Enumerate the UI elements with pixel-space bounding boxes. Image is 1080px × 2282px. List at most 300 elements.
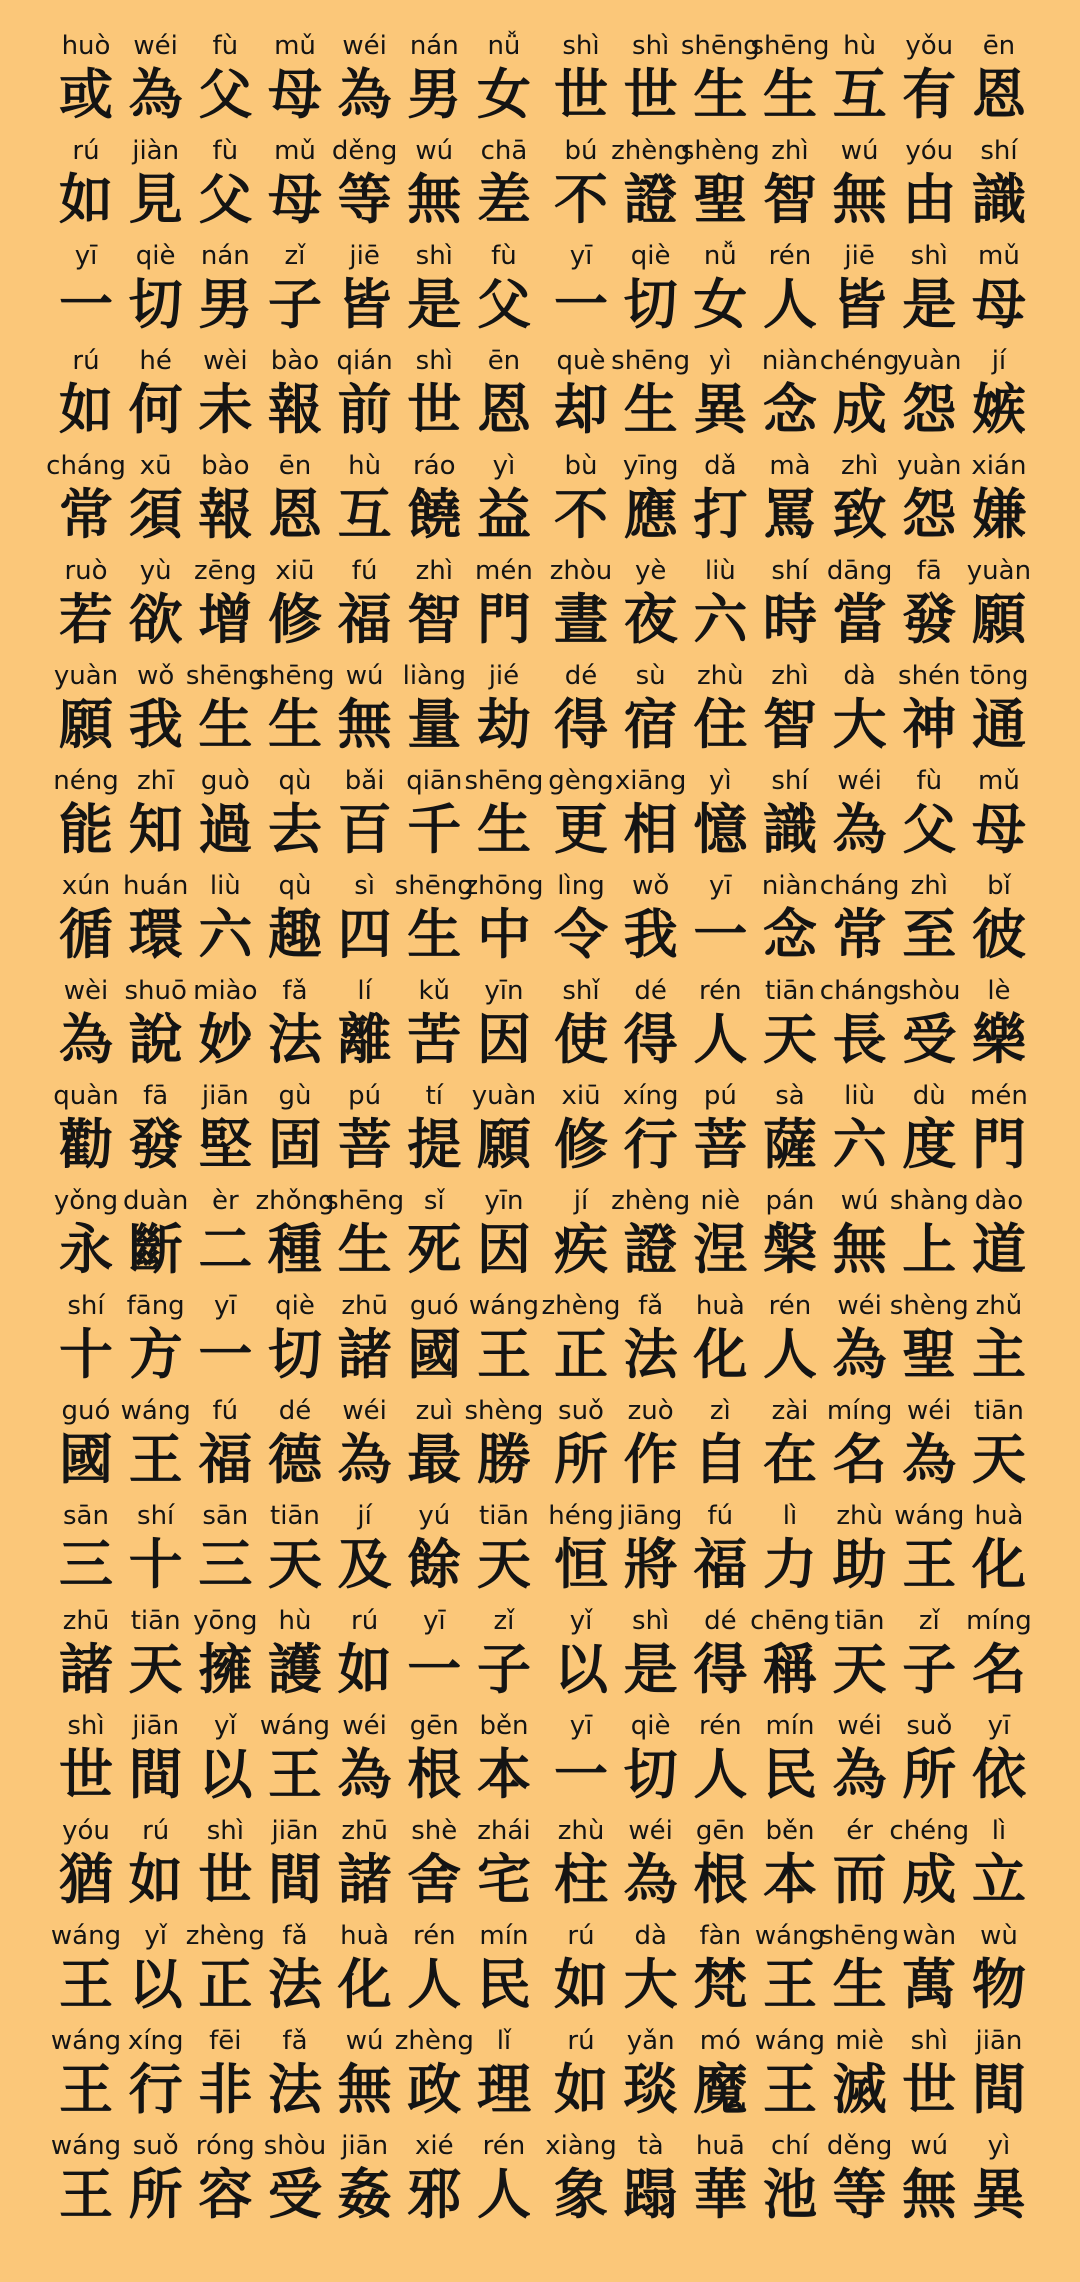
pinyin-text: shí <box>67 1291 105 1321</box>
verse-line <box>550 1603 1030 1708</box>
pinyin-text: sān <box>63 1501 109 1531</box>
pinyin-text: xiū <box>275 556 315 586</box>
hanzi-character: 或 <box>59 63 113 126</box>
pinyin-text: zuò <box>627 1396 674 1426</box>
pinyin-text: shì <box>67 1711 105 1741</box>
pinyin-text: yī <box>709 871 732 901</box>
pinyin-text: qiè <box>135 241 176 271</box>
pinyin-text: ēn <box>487 346 521 376</box>
hanzi-character: 世 <box>59 1743 113 1806</box>
hanzi-character: 致 <box>832 483 887 546</box>
character-unit <box>464 1393 544 1498</box>
pinyin-text: huà <box>695 1291 745 1321</box>
pinyin-text: zhǒng <box>255 1186 335 1216</box>
verse-line <box>541 1288 1030 1393</box>
hanzi-character: 依 <box>971 1743 1026 1806</box>
verse-line <box>550 658 1030 763</box>
pinyin-text: rén <box>482 2131 526 2161</box>
hanzi-character: 護 <box>267 1638 322 1701</box>
hanzi-character: 相 <box>623 798 678 861</box>
pinyin-text: hù <box>843 31 877 61</box>
hanzi-character: 種 <box>267 1218 322 1281</box>
pinyin-text: rú <box>72 346 100 376</box>
hanzi-character: 所 <box>902 1743 957 1806</box>
pinyin-text: wú <box>840 1186 879 1216</box>
pinyin-text: rú <box>567 1921 595 1951</box>
character-unit <box>264 1498 326 1603</box>
hanzi-character: 百 <box>337 798 392 861</box>
pinyin-text: míng <box>966 1606 1032 1636</box>
character-unit <box>611 133 691 238</box>
hanzi-character: 福 <box>693 1533 748 1596</box>
character-unit <box>473 658 535 763</box>
verse-line <box>55 658 535 763</box>
pinyin-text: guó <box>61 1396 111 1426</box>
pinyin-text: shén <box>898 661 961 691</box>
pinyin-text: fù <box>212 31 239 61</box>
character-unit <box>473 448 535 553</box>
hanzi-character: 世 <box>198 1848 253 1911</box>
hanzi-character: 世 <box>902 2058 957 2121</box>
hanzi-character: 發 <box>902 588 957 651</box>
verse-line <box>55 1183 535 1288</box>
character-unit <box>185 658 265 763</box>
pinyin-text: ráo <box>413 451 456 481</box>
pinyin-text: zhì <box>840 451 879 481</box>
pinyin-text: bǐ <box>987 871 1011 901</box>
hanzi-character: 願 <box>476 1113 531 1176</box>
pinyin-text: mén <box>970 1081 1028 1111</box>
pinyin-text: děng <box>331 136 398 166</box>
character-unit <box>403 1603 465 1708</box>
hanzi-character: 男 <box>198 273 253 336</box>
hanzi-character: 人 <box>476 2163 531 2226</box>
pinyin-text: wù <box>980 1921 1018 1951</box>
hanzi-character: 涅 <box>693 1218 748 1281</box>
verse-line <box>550 448 1030 553</box>
pinyin-text: shēng <box>820 1921 900 1951</box>
hanzi-character: 容 <box>198 2163 253 2226</box>
pinyin-text: fǎ <box>282 976 308 1006</box>
hanzi-character: 生 <box>267 693 322 756</box>
character-unit <box>264 28 326 133</box>
pinyin-text: qù <box>278 871 312 901</box>
pinyin-text: sà <box>775 1081 805 1111</box>
hanzi-character: 若 <box>59 588 113 651</box>
hanzi-character: 而 <box>832 1848 887 1911</box>
pinyin-text: rén <box>412 1921 456 1951</box>
character-unit <box>759 553 821 658</box>
pinyin-text: xū <box>139 451 172 481</box>
character-unit <box>264 1813 326 1918</box>
character-unit <box>759 2128 821 2233</box>
character-unit <box>898 763 960 868</box>
character-unit <box>829 1498 891 1603</box>
verse-line <box>550 973 1030 1078</box>
pinyin-text: zài <box>771 1396 809 1426</box>
hanzi-character: 母 <box>971 273 1026 336</box>
pinyin-text: shèng <box>889 1291 969 1321</box>
character-unit <box>55 1183 117 1288</box>
pinyin-text: yǒng <box>53 1186 119 1216</box>
character-unit <box>620 658 682 763</box>
pinyin-text: rén <box>768 1291 812 1321</box>
pinyin-text: jiān <box>201 1081 249 1111</box>
hanzi-character: 本 <box>476 1743 531 1806</box>
character-unit <box>334 238 396 343</box>
hanzi-character: 修 <box>554 1113 608 1176</box>
pinyin-text: wáng <box>259 1711 331 1741</box>
character-unit <box>829 1288 891 1393</box>
hanzi-character: 生 <box>407 903 462 966</box>
pinyin-text: shí <box>771 556 809 586</box>
hanzi-character: 大 <box>832 693 887 756</box>
character-unit <box>259 1708 331 1813</box>
hanzi-character: 十 <box>128 1533 183 1596</box>
hanzi-character: 神 <box>902 693 957 756</box>
hanzi-character: 報 <box>267 378 322 441</box>
hanzi-character: 由 <box>902 168 957 231</box>
character-unit <box>968 133 1030 238</box>
character-unit <box>620 553 682 658</box>
character-unit <box>194 1708 256 1813</box>
character-unit <box>759 343 821 448</box>
pinyin-text: tí <box>425 1081 443 1111</box>
hanzi-character: 我 <box>128 693 183 756</box>
character-unit <box>403 2128 465 2233</box>
pinyin-text: yù <box>139 556 172 586</box>
pinyin-text: tōng <box>969 661 1029 691</box>
hanzi-character: 蹋 <box>623 2163 678 2226</box>
character-unit <box>334 2128 396 2233</box>
character-unit <box>264 1393 326 1498</box>
pinyin-text: zhū <box>341 1291 388 1321</box>
pinyin-text: èr <box>211 1186 239 1216</box>
character-unit <box>264 1603 326 1708</box>
pinyin-text: fú <box>707 1501 734 1531</box>
character-unit <box>620 868 682 973</box>
character-unit <box>334 343 396 448</box>
hanzi-character: 滅 <box>832 2058 887 2121</box>
hanzi-character: 如 <box>59 168 113 231</box>
character-unit <box>829 763 891 868</box>
character-unit <box>889 1183 969 1288</box>
pinyin-text: huán <box>122 871 189 901</box>
hanzi-character: 異 <box>693 378 748 441</box>
pinyin-text: běn <box>479 1711 529 1741</box>
verse-line <box>55 1393 544 1498</box>
hanzi-character: 如 <box>554 2058 608 2121</box>
pinyin-text: yī <box>74 241 98 271</box>
character-unit <box>194 1288 256 1393</box>
pinyin-text: wéi <box>907 1396 952 1426</box>
character-unit <box>334 1498 396 1603</box>
hanzi-character: 為 <box>832 1323 887 1386</box>
character-unit <box>620 1603 682 1708</box>
hanzi-character: 王 <box>59 2163 113 2226</box>
hanzi-character: 萬 <box>902 1953 957 2016</box>
pinyin-text: qiè <box>630 241 671 271</box>
hanzi-character: 力 <box>762 1533 817 1596</box>
pinyin-text: jiān <box>341 2131 389 2161</box>
hanzi-character: 一 <box>693 903 748 966</box>
hanzi-character: 無 <box>832 1218 887 1281</box>
pinyin-text: zhù <box>557 1816 605 1846</box>
hanzi-character: 前 <box>337 378 392 441</box>
pinyin-text: huà <box>974 1501 1024 1531</box>
character-unit <box>334 1288 396 1393</box>
pinyin-text: fāng <box>126 1291 185 1321</box>
pinyin-text: gù <box>278 1081 312 1111</box>
hanzi-character: 稱 <box>762 1638 817 1701</box>
character-unit <box>125 1288 187 1393</box>
character-unit <box>620 1393 682 1498</box>
hanzi-character: 邪 <box>407 2163 462 2226</box>
pinyin-text: yuàn <box>53 661 119 691</box>
character-unit <box>550 343 612 448</box>
hanzi-character: 聖 <box>902 1323 957 1386</box>
character-unit <box>403 1813 465 1918</box>
character-unit <box>334 868 396 973</box>
pinyin-text: qiè <box>275 1291 315 1321</box>
hanzi-character: 恩 <box>971 63 1026 126</box>
pinyin-text: néng <box>53 766 119 796</box>
verse-column-left <box>46 28 544 2233</box>
pinyin-text: xián <box>971 451 1027 481</box>
pinyin-text: fǎ <box>282 1921 308 1951</box>
pinyin-text: chēng <box>750 1606 830 1636</box>
character-unit <box>620 1288 682 1393</box>
hanzi-character: 王 <box>128 1428 183 1491</box>
hanzi-character: 如 <box>337 1638 392 1701</box>
hanzi-character: 却 <box>554 378 608 441</box>
pinyin-text: jiē <box>844 241 875 271</box>
character-unit <box>334 448 396 553</box>
verse-line <box>55 28 535 133</box>
character-unit <box>968 1078 1030 1183</box>
character-unit <box>829 1603 891 1708</box>
pinyin-text: duàn <box>122 1186 189 1216</box>
character-unit <box>125 343 187 448</box>
hanzi-character: 說 <box>128 1008 183 1071</box>
character-unit <box>689 973 751 1078</box>
pinyin-text: qiān <box>406 766 463 796</box>
hanzi-character: 在 <box>762 1428 817 1491</box>
hanzi-character: 六 <box>198 903 253 966</box>
character-unit <box>473 1813 535 1918</box>
character-unit <box>194 763 256 868</box>
hanzi-character: 罵 <box>762 483 817 546</box>
pinyin-text: wáng <box>50 2131 122 2161</box>
character-unit <box>550 1393 612 1498</box>
pinyin-text: shēng <box>750 31 830 61</box>
pinyin-text: yī <box>422 1606 446 1636</box>
character-unit <box>403 238 465 343</box>
hanzi-character: 得 <box>623 1008 678 1071</box>
character-unit <box>46 448 126 553</box>
character-unit <box>125 763 187 868</box>
hanzi-character: 一 <box>198 1323 253 1386</box>
pinyin-text: yǐ <box>144 1921 167 1951</box>
hanzi-character: 令 <box>554 903 608 966</box>
verse-line <box>55 343 535 448</box>
character-unit <box>550 1708 612 1813</box>
pinyin-text: nán <box>409 31 459 61</box>
character-unit <box>620 238 682 343</box>
pinyin-text: niàn <box>761 346 819 376</box>
character-unit <box>194 868 256 973</box>
character-unit <box>759 1288 821 1393</box>
pinyin-text: shòu <box>898 976 961 1006</box>
verse-line <box>55 868 544 973</box>
pinyin-text: mín <box>479 1921 529 1951</box>
character-unit <box>55 28 117 133</box>
pinyin-text: běn <box>765 1816 815 1846</box>
pinyin-text: quàn <box>53 1081 119 1111</box>
character-unit <box>894 1498 965 1603</box>
hanzi-character: 正 <box>554 1323 608 1386</box>
character-unit <box>689 343 751 448</box>
pinyin-text: yīn <box>484 976 524 1006</box>
pinyin-text: mǔ <box>274 136 316 166</box>
pinyin-text: nǚ <box>703 241 737 271</box>
pinyin-text: rú <box>72 136 100 166</box>
hanzi-character: 天 <box>762 1008 817 1071</box>
hanzi-character: 女 <box>693 273 748 336</box>
pinyin-text: xún <box>61 871 111 901</box>
character-unit <box>689 2128 751 2233</box>
character-unit <box>194 973 256 1078</box>
pinyin-text: mén <box>475 556 533 586</box>
character-unit <box>689 1918 751 2023</box>
hanzi-character: 證 <box>623 168 678 231</box>
character-unit <box>550 763 612 868</box>
hanzi-character: 物 <box>971 1953 1026 2016</box>
hanzi-character: 門 <box>971 1113 1026 1176</box>
pinyin-text: zǐ <box>918 1606 940 1636</box>
pinyin-text: fǎ <box>282 2026 308 2056</box>
verse-line <box>53 763 544 868</box>
character-unit <box>403 973 465 1078</box>
hanzi-character: 通 <box>971 693 1026 756</box>
pinyin-text: yuàn <box>966 556 1032 586</box>
pinyin-text: wǒ <box>137 661 175 691</box>
pinyin-text: chí <box>770 2131 809 2161</box>
pinyin-text: zǐ <box>284 241 306 271</box>
hanzi-character: 大 <box>623 1953 678 2016</box>
hanzi-character: 無 <box>902 2163 957 2226</box>
character-unit <box>550 1498 612 1603</box>
pinyin-text: qù <box>278 766 312 796</box>
character-unit <box>125 1918 187 2023</box>
verse-line <box>46 448 535 553</box>
character-unit <box>759 1708 821 1813</box>
hanzi-character: 間 <box>128 1743 183 1806</box>
hanzi-character: 國 <box>407 1323 462 1386</box>
hanzi-character: 因 <box>476 1218 531 1281</box>
pinyin-text: zhì <box>415 556 453 586</box>
hanzi-character: 更 <box>554 798 608 861</box>
pinyin-text: zhù <box>836 1501 883 1531</box>
verse-line <box>50 2023 535 2128</box>
hanzi-character: 所 <box>128 2163 183 2226</box>
hanzi-character: 差 <box>476 168 531 231</box>
hanzi-character: 怨 <box>902 378 957 441</box>
hanzi-character: 德 <box>267 1428 322 1491</box>
pinyin-text: cháng <box>819 976 900 1006</box>
hanzi-character: 舍 <box>407 1848 462 1911</box>
hanzi-character: 法 <box>267 1953 322 2016</box>
character-unit <box>55 133 117 238</box>
hanzi-character: 立 <box>971 1848 1026 1911</box>
character-unit <box>620 1708 682 1813</box>
hanzi-character: 一 <box>407 1638 462 1701</box>
character-unit <box>334 28 396 133</box>
hanzi-character: 法 <box>267 1008 322 1071</box>
character-unit <box>255 1183 335 1288</box>
character-unit <box>55 238 117 343</box>
pinyin-text: nǚ <box>487 31 521 61</box>
hanzi-character: 是 <box>623 1638 678 1701</box>
pinyin-text: jiē <box>349 241 380 271</box>
hanzi-character: 中 <box>476 903 531 966</box>
character-unit <box>403 448 465 553</box>
character-unit <box>898 553 960 658</box>
pinyin-text: niàn <box>761 871 819 901</box>
pinyin-text: yī <box>214 1291 237 1321</box>
character-unit <box>55 343 117 448</box>
pinyin-text: pán <box>765 1186 815 1216</box>
pinyin-text: yuàn <box>471 1081 537 1111</box>
pinyin-text: shèng <box>464 1396 544 1426</box>
hanzi-character: 切 <box>623 1743 678 1806</box>
character-unit <box>550 2023 612 2128</box>
character-unit <box>620 973 682 1078</box>
character-unit <box>550 1078 612 1183</box>
character-unit <box>394 2023 474 2128</box>
hanzi-character: 智 <box>407 588 462 651</box>
pinyin-text: zhī <box>136 766 175 796</box>
hanzi-character: 間 <box>267 1848 322 1911</box>
character-unit <box>968 1498 1030 1603</box>
character-unit <box>403 28 465 133</box>
character-unit <box>264 1288 326 1393</box>
hanzi-character: 為 <box>59 1008 113 1071</box>
hanzi-character: 道 <box>971 1218 1026 1281</box>
hanzi-character: 子 <box>267 273 322 336</box>
character-unit <box>829 1708 891 1813</box>
hanzi-character: 循 <box>59 903 113 966</box>
pinyin-text: shēng <box>680 31 760 61</box>
hanzi-character: 如 <box>554 1953 608 2016</box>
character-unit <box>968 1918 1030 2023</box>
hanzi-character: 識 <box>762 798 817 861</box>
character-unit <box>620 448 682 553</box>
verse-line <box>55 238 535 343</box>
character-unit <box>334 1708 396 1813</box>
pinyin-text: zì <box>709 1396 731 1426</box>
pinyin-text: tiān <box>479 1501 529 1531</box>
hanzi-character: 主 <box>971 1323 1026 1386</box>
character-unit <box>550 868 612 973</box>
pinyin-text: yì <box>709 346 732 376</box>
pinyin-text: mà <box>769 451 811 481</box>
verse-line <box>550 763 1030 868</box>
hanzi-character: 一 <box>59 273 113 336</box>
hanzi-character: 政 <box>407 2058 462 2121</box>
pinyin-text: dé <box>278 1396 312 1426</box>
hanzi-character: 生 <box>337 1218 392 1281</box>
